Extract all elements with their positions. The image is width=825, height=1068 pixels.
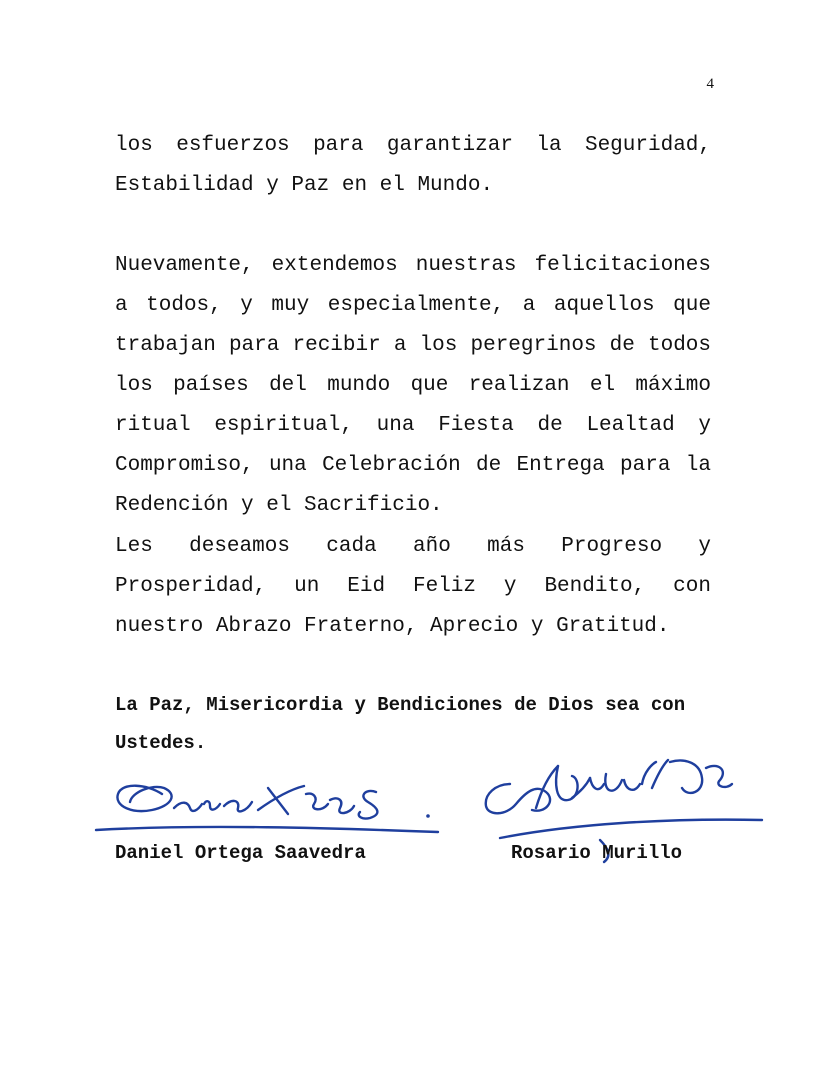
closing-blessing: La Paz, Misericordia y Bendiciones de Dios sea con Ustedes. bbox=[115, 694, 686, 754]
handwritten-signature-icon bbox=[92, 770, 452, 842]
page-number: 4 bbox=[706, 76, 714, 92]
paragraph-3: Les deseamos cada año más Progreso y Prosperidad, un Eid Feliz y Bendito, con nuestro Abrazo Fraterno, Aprecio y Gratitud. bbox=[115, 535, 711, 638]
paragraph-1: los esfuerzos para garantizar la Seguridad, Estabilidad y Paz en el Mundo. bbox=[115, 134, 711, 197]
paragraph-2: Nuevamente, extendemos nuestras felicitaciones a todos, y muy especialmente, a aquellos que trabajan para recibir a los peregrinos de todos los países del mundo que realizan el máximo ritual espiritual, una Fiesta de Lealtad y Compromiso, una Celebración de Entrega para la Redención y el Sacrificio. bbox=[115, 254, 711, 517]
paragraph-3-block bbox=[115, 527, 711, 647]
paragraph-1-block bbox=[115, 126, 711, 206]
signature-daniel-ortega bbox=[92, 770, 452, 842]
signatory-name-2: Rosario Murillo bbox=[511, 842, 683, 864]
signatory-name-1: Daniel Ortega Saavedra bbox=[115, 842, 366, 864]
paragraph-2-block bbox=[115, 246, 711, 526]
